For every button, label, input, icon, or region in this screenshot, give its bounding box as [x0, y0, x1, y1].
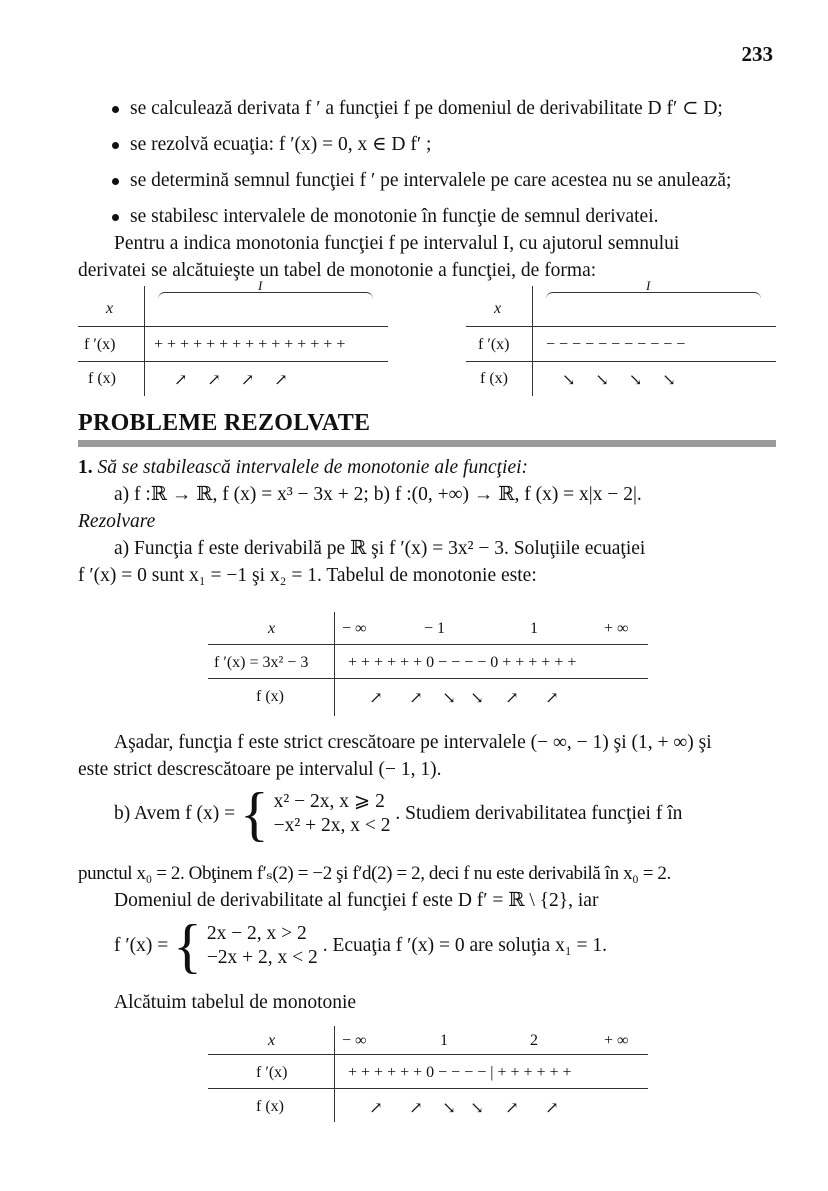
- template-table-increasing: [78, 278, 388, 396]
- sign-row: + + + + + + + + + + + + + + +: [154, 336, 346, 353]
- b-table-intro: Alcătuim tabelul de monotonie: [114, 992, 357, 1013]
- fprime-label: f ′(x): [256, 1064, 288, 1081]
- arrow-row: [356, 1098, 572, 1118]
- arrow: ↗: [505, 690, 519, 707]
- section-heading: PROBLEME REZOLVATE: [78, 410, 371, 436]
- cases: [274, 790, 391, 838]
- bullet-item: se stabilesc intervalele de monotonie în funcţie de semnul derivatei.: [112, 202, 792, 238]
- arrow: ↗: [545, 690, 559, 707]
- x-value: − ∞: [342, 1032, 367, 1049]
- monotony-table-a: [208, 612, 648, 716]
- f-label: f (x): [480, 370, 508, 387]
- solution-a-line-2: f ′(x) = 0 sunt x₁ = −1 şi x₂ = 1. Tabelul de monotonie este:: [78, 565, 537, 586]
- page-number: 233: [741, 42, 773, 66]
- case-2: −x² + 2x, x < 2: [273, 815, 391, 836]
- arrow: ↗: [369, 690, 383, 707]
- sign-row: + + + + + + 0 − − − − 0 + + + + + +: [348, 654, 577, 671]
- piecewise-fprime: [114, 913, 784, 979]
- bullet-item: se rezolvă ecuaţia: f ′(x) = 0, x ∈ D f′ ;: [112, 130, 792, 166]
- conclusion-a: [78, 729, 778, 783]
- conclusion-line-1: Aşadar, funcţia f este strict crescătoare pe intervalele (− ∞, − 1) şi (1, + ∞) şi: [114, 732, 712, 753]
- b-line-2: punctul x₀ = 2. Obţinem f′ₛ(2) = −2 şi f′d(2) = 2, deci f nu este derivabilă în x₀ = 2.: [78, 863, 671, 884]
- fprime-label: f ′(x): [478, 336, 510, 353]
- interval-label: I: [258, 278, 263, 293]
- x-label: x: [106, 300, 114, 317]
- conclusion-line-2: este strict descrescătoare pe intervalul (− 1, 1).: [78, 759, 442, 780]
- arrow: ↘: [442, 1100, 456, 1117]
- cases: [207, 922, 318, 970]
- intro-paragraph: [78, 230, 778, 284]
- interval-label: I: [646, 278, 651, 293]
- x-value: − 1: [424, 620, 446, 637]
- arrow: ↗: [545, 1100, 559, 1117]
- problem-1: [78, 454, 778, 589]
- arrow: ↗: [409, 1100, 423, 1117]
- template-table-decreasing: [466, 278, 776, 396]
- arrow: ↗: [505, 1100, 519, 1117]
- bullet-item: se calculează derivata f ′ a funcţiei f pe domeniul de derivabilitate D f′ ⊂ D;: [112, 94, 792, 130]
- arrow: ↗: [409, 690, 423, 707]
- b-intro: b) Avem f (x) =: [114, 803, 236, 824]
- monotony-table-b: [208, 1026, 648, 1122]
- intro-line-1: Pentru a indica monotonia funcţiei f pe intervalul I, cu ajutorul semnului: [114, 233, 680, 254]
- problem-statement: Să se stabilească intervalele de monotonie ale funcţiei:: [97, 457, 529, 478]
- x-value: 2: [530, 1032, 538, 1049]
- x-value: + ∞: [604, 620, 629, 637]
- x-label: x: [268, 1032, 276, 1049]
- x-label: x: [268, 620, 276, 637]
- x-value: 1: [530, 620, 538, 637]
- rezolvare-label: Rezolvare: [78, 511, 156, 532]
- problem-number: 1.: [78, 457, 93, 478]
- arrow: ↘: [470, 1100, 484, 1117]
- x-value: + ∞: [604, 1032, 629, 1049]
- f-label: f (x): [256, 688, 284, 705]
- b-after: . Studiem derivabilitatea funcţiei f în: [395, 803, 683, 824]
- arrow: ↘: [470, 690, 484, 707]
- intro-line-2: derivatei se alcătuieşte un tabel de monotonie a funcţiei, de forma:: [78, 260, 597, 281]
- problem-parts: a) f :ℝ → ℝ, f (x) = x³ − 3x + 2; b) f :(0, +∞) → ℝ, f (x) = x|x − 2|.: [114, 484, 642, 505]
- x-value: − ∞: [342, 620, 367, 637]
- case-2: −2x + 2, x < 2: [206, 947, 318, 968]
- fp-after: . Ecuaţia f ′(x) = 0 are soluţia x₁ = 1.: [322, 935, 607, 956]
- heading-rule: [78, 440, 776, 447]
- bullet-item: se determină semnul funcţiei f ′ pe intervalele pe care acestea nu se anulează;: [112, 166, 792, 202]
- derivability: [78, 860, 778, 914]
- fprime-label: f ′(x): [84, 336, 116, 353]
- case-1: 2x − 2, x > 2: [206, 923, 307, 944]
- f-label: f (x): [256, 1098, 284, 1115]
- case-1: x² − 2x, x ⩾ 2: [273, 791, 385, 812]
- arrow-row: [356, 688, 572, 708]
- f-label: f (x): [88, 370, 116, 387]
- left-brace: {: [173, 913, 202, 979]
- left-brace: {: [239, 781, 269, 847]
- b-line-3: Domeniul de derivabilitate al funcţiei f este D f′ = ℝ \ {2}, iar: [114, 890, 599, 911]
- arrow-row: ↘ ↘ ↘ ↘: [562, 372, 676, 389]
- fprime-label: f ′(x) = 3x² − 3: [214, 654, 309, 671]
- piecewise-f: [114, 781, 784, 847]
- arrow: ↘: [442, 690, 456, 707]
- arrow-row: ↗ ↗ ↗ ↗: [174, 372, 288, 389]
- bullet-list: [112, 94, 792, 238]
- x-label: x: [494, 300, 502, 317]
- solution-a-line-1: a) Funcţia f este derivabilă pe ℝ şi f ′(x) = 3x² − 3. Soluţiile ecuaţiei: [114, 538, 646, 559]
- sign-row: + + + + + + 0 − − − − | + + + + + +: [348, 1064, 572, 1081]
- arrow: ↗: [369, 1100, 383, 1117]
- fp-intro: f ′(x) =: [114, 935, 169, 956]
- sign-row: − − − − − − − − − − −: [546, 336, 686, 353]
- x-value: 1: [440, 1032, 448, 1049]
